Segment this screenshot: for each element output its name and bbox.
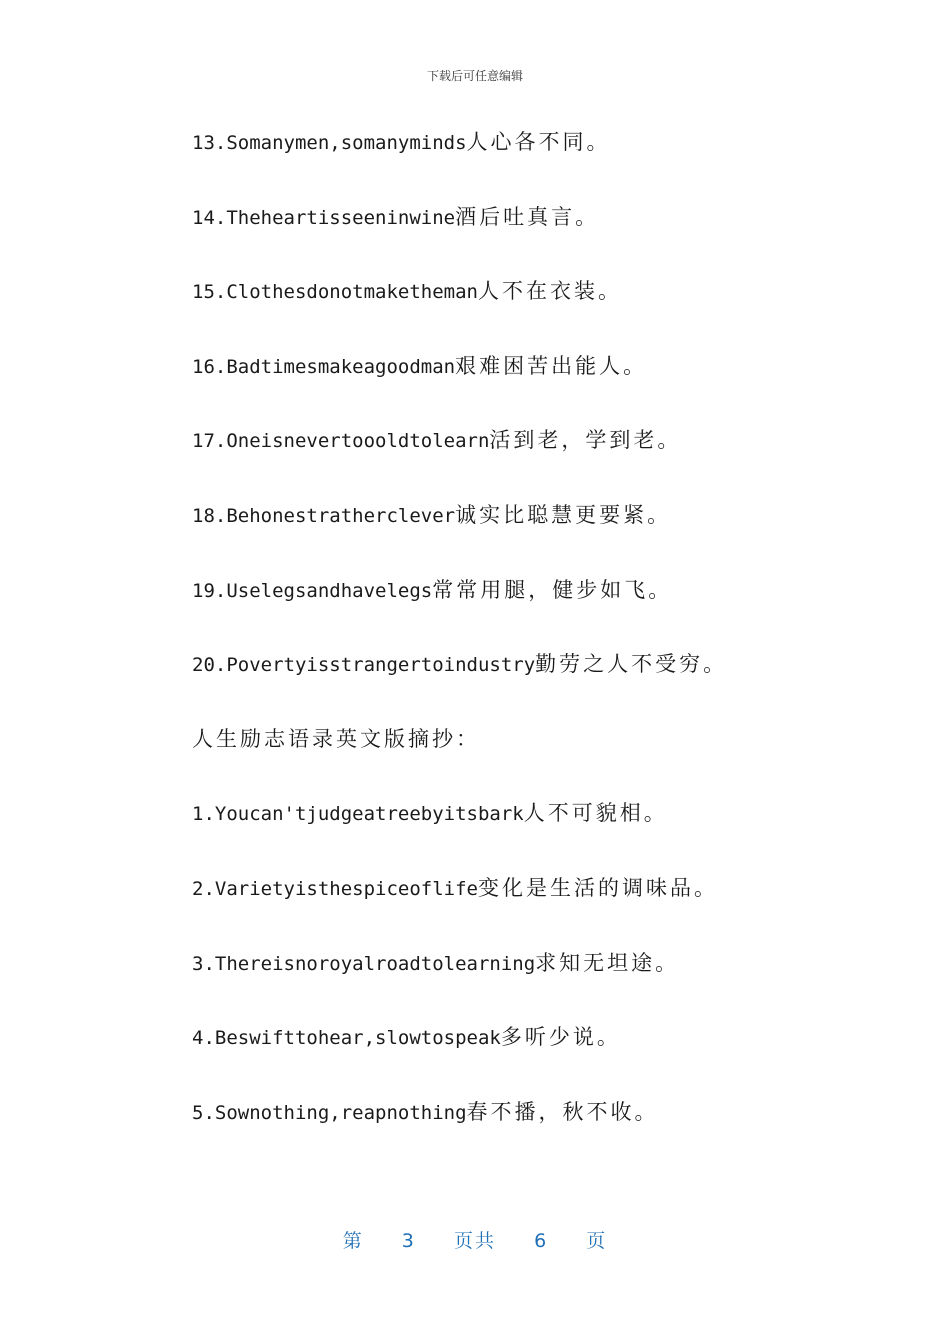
proverb-line bbox=[192, 1100, 892, 1124]
proverb-line bbox=[192, 205, 892, 229]
document-body bbox=[192, 130, 892, 1174]
proverb-line bbox=[192, 578, 892, 602]
proverb-english: 4.Beswifttohear,slowtospeak bbox=[192, 1027, 501, 1050]
proverb-line bbox=[192, 652, 892, 676]
proverb-line bbox=[192, 428, 892, 452]
proverb-english: 13.Somanymen,somanyminds bbox=[192, 132, 467, 154]
proverb-chinese: 多听少说。 bbox=[500, 1025, 621, 1050]
proverb-english: 1.Youcan'tjudgeatreebyitsbark bbox=[192, 803, 524, 826]
proverb-english: 5.Sownothing,reapnothing bbox=[192, 1101, 467, 1124]
proverb-chinese: 人不可貌相。 bbox=[523, 801, 668, 826]
proverb-english: 18.Behonestratherclever bbox=[192, 504, 456, 527]
proverb-chinese: 酒后吐真言。 bbox=[455, 204, 600, 229]
footer-current-page: 3 bbox=[401, 1230, 416, 1252]
proverb-chinese: 人心各不同。 bbox=[466, 130, 611, 154]
proverb-line bbox=[192, 279, 892, 303]
proverb-chinese: 活到老，学到老。 bbox=[489, 428, 682, 453]
proverb-chinese: 人不在衣装。 bbox=[477, 279, 622, 304]
proverb-chinese: 勤劳之人不受穷。 bbox=[535, 652, 728, 677]
proverb-chinese: 变化是生活的调味品。 bbox=[477, 875, 718, 900]
section-heading bbox=[192, 727, 892, 751]
proverb-english: 14.Theheartisseeninwine bbox=[192, 206, 456, 229]
proverb-line bbox=[192, 801, 892, 825]
footer-total-pages: 6 bbox=[534, 1230, 549, 1252]
proverb-chinese: 艰难困苦出能人。 bbox=[455, 353, 648, 378]
proverb-english: 17.Oneisnevertoooldtolearn bbox=[192, 430, 490, 453]
proverb-english: 19.Uselegsandhavelegs bbox=[192, 579, 433, 602]
page-header: 下载后可任意编辑 bbox=[426, 69, 523, 83]
proverb-english: 3.Thereisnoroyalroadtolearning bbox=[192, 952, 536, 975]
proverb-english: 20.Povertyisstrangertoindustry bbox=[192, 654, 536, 677]
footer-suffix: 页 bbox=[586, 1230, 608, 1252]
page-footer bbox=[0, 1226, 950, 1253]
proverb-line bbox=[192, 354, 892, 378]
proverb-line bbox=[192, 503, 892, 527]
proverb-chinese: 春不播，秋不收。 bbox=[466, 1099, 659, 1124]
proverb-line bbox=[192, 130, 892, 154]
proverb-line bbox=[192, 1025, 892, 1049]
section-heading-text: 人生励志语录英文版摘抄： bbox=[192, 726, 480, 751]
proverb-chinese: 常常用腿，健步如飞。 bbox=[432, 577, 673, 602]
footer-prefix: 第 bbox=[342, 1230, 364, 1252]
proverb-chinese: 诚实比聪慧更要紧。 bbox=[455, 502, 672, 527]
footer-middle: 页共 bbox=[453, 1230, 496, 1252]
proverb-english: 16.Badtimesmakeagoodman bbox=[192, 355, 456, 378]
proverb-line bbox=[192, 951, 892, 975]
proverb-english: 15.Clothesdonotmaketheman bbox=[192, 281, 478, 304]
proverb-line bbox=[192, 876, 892, 900]
proverb-english: 2.Varietyisthespiceoflife bbox=[192, 877, 478, 900]
proverb-chinese: 求知无坦途。 bbox=[535, 950, 680, 975]
